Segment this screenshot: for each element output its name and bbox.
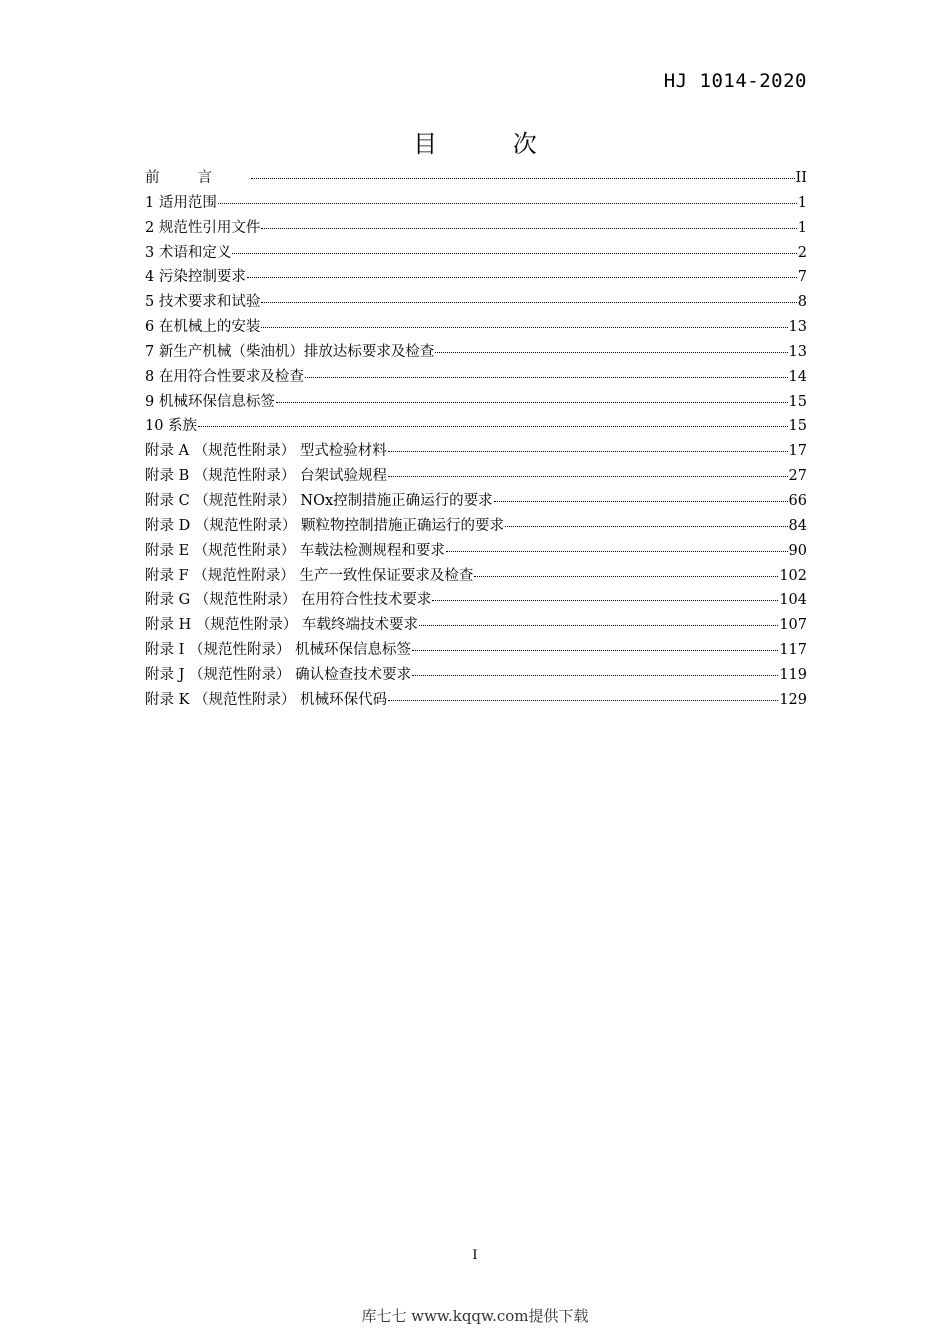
toc-entry-label: 附录 A （规范性附录） 型式检验材料: [145, 443, 387, 460]
toc-entry-page: 1: [797, 194, 807, 211]
toc-entry-page: 15: [788, 418, 807, 435]
toc-entry-appendix-k[interactable]: [145, 688, 807, 713]
toc-entry-page: 2: [797, 244, 807, 261]
toc-entry-page: 102: [779, 567, 807, 584]
toc-entry-appendix-g[interactable]: [145, 588, 807, 613]
toc-entry-appendix-j[interactable]: [145, 663, 807, 688]
table-of-contents: [145, 166, 807, 713]
toc-entry-label: 附录 E （规范性附录） 车载法检测规程和要求: [145, 542, 445, 559]
toc-entry-7[interactable]: [145, 340, 807, 365]
toc-dot-leader: [261, 228, 796, 229]
toc-dot-leader: [412, 650, 778, 651]
toc-entry-page: 15: [788, 393, 807, 410]
toc-entry-label: 6 在机械上的安装: [145, 319, 261, 336]
toc-dot-leader: [251, 178, 795, 179]
toc-entry-2[interactable]: [145, 216, 807, 241]
toc-entry-label: 附录 H （规范性附录） 车载终端技术要求: [145, 617, 418, 634]
page-number: I: [472, 1248, 478, 1263]
toc-entry-page: 119: [779, 666, 807, 683]
toc-entry-label: 附录 I （规范性附录） 机械环保信息标签: [145, 642, 412, 659]
toc-entry-label: 4 污染控制要求: [145, 269, 246, 286]
toc-entry-label: 前言: [145, 170, 250, 186]
toc-entry-page: 7: [797, 269, 807, 286]
toc-entry-page: 1: [797, 219, 807, 236]
toc-dot-leader: [232, 253, 796, 254]
toc-entry-page: 13: [788, 343, 807, 360]
toc-entry-label: 7 新生产机械（柴油机）排放达标要求及检查: [145, 343, 435, 360]
toc-entry-appendix-h[interactable]: [145, 613, 807, 638]
toc-entry-foreword[interactable]: [145, 166, 807, 191]
toc-dot-leader: [412, 675, 778, 676]
toc-entry-label: 9 机械环保信息标签: [145, 393, 275, 410]
toc-dot-leader: [388, 451, 788, 452]
toc-entry-label: 10 系族: [145, 418, 198, 435]
toc-entry-page: 13: [788, 319, 807, 336]
toc-entry-label: 1 适用范围: [145, 194, 217, 211]
toc-dot-leader: [305, 377, 788, 378]
toc-entry-3[interactable]: [145, 241, 807, 266]
toc-entry-label: 5 技术要求和试验: [145, 294, 261, 311]
toc-entry-label: 附录 F （规范性附录） 生产一致性保证要求及检查: [145, 567, 474, 584]
toc-entry-page: 17: [788, 443, 807, 460]
toc-entry-label: 附录 C （规范性附录） NOx控制措施正确运行的要求: [145, 492, 493, 509]
toc-entry-page: 14: [788, 368, 807, 385]
toc-entry-appendix-i[interactable]: [145, 638, 807, 663]
toc-entry-page: 8: [797, 294, 807, 311]
toc-entry-appendix-c[interactable]: [145, 489, 807, 514]
toc-entry-4[interactable]: [145, 265, 807, 290]
toc-entry-8[interactable]: [145, 365, 807, 390]
toc-entry-9[interactable]: [145, 390, 807, 415]
toc-dot-leader: [218, 203, 797, 204]
toc-entry-label: 附录 B （规范性附录） 台架试验规程: [145, 468, 387, 485]
toc-entry-label: 3 术语和定义: [145, 244, 232, 261]
toc-entry-appendix-f[interactable]: [145, 564, 807, 589]
toc-entry-appendix-d[interactable]: [145, 514, 807, 539]
toc-entry-5[interactable]: [145, 290, 807, 315]
toc-dot-leader: [261, 302, 796, 303]
toc-entry-page: 107: [779, 617, 807, 634]
toc-entry-page: 104: [779, 592, 807, 609]
toc-entry-page: 66: [788, 492, 807, 509]
toc-dot-leader: [419, 625, 778, 626]
toc-dot-leader: [276, 402, 788, 403]
toc-dot-leader: [388, 476, 788, 477]
toc-entry-page: 90: [788, 542, 807, 559]
toc-entry-page: 129: [779, 691, 807, 708]
toc-entry-10[interactable]: [145, 414, 807, 439]
toc-dot-leader: [198, 426, 787, 427]
document-code: HJ 1014-2020: [663, 70, 807, 92]
toc-dot-leader: [446, 551, 788, 552]
toc-entry-appendix-a[interactable]: [145, 439, 807, 464]
toc-entry-label: 附录 D （规范性附录） 颗粒物控制措施正确运行的要求: [145, 517, 504, 534]
toc-dot-leader: [247, 277, 797, 278]
toc-entry-label: 2 规范性引用文件: [145, 219, 261, 236]
toc-dot-leader: [494, 501, 788, 502]
toc-dot-leader: [474, 576, 778, 577]
toc-dot-leader: [432, 600, 778, 601]
toc-entry-page: II: [795, 170, 807, 186]
toc-entry-page: 117: [779, 642, 807, 659]
toc-entry-page: 84: [788, 517, 807, 534]
toc-entry-6[interactable]: [145, 315, 807, 340]
toc-title: 目 次: [413, 130, 571, 158]
download-watermark: 库七七 www.kqqw.com提供下载: [361, 1307, 589, 1325]
toc-entry-1[interactable]: [145, 191, 807, 216]
toc-entry-appendix-e[interactable]: [145, 539, 807, 564]
toc-entry-label: 附录 J （规范性附录） 确认检查技术要求: [145, 666, 412, 683]
toc-dot-leader: [505, 526, 788, 527]
toc-dot-leader: [261, 327, 787, 328]
toc-dot-leader: [435, 352, 787, 353]
toc-entry-label: 附录 K （规范性附录） 机械环保代码: [145, 691, 388, 708]
toc-entry-label: 8 在用符合性要求及检查: [145, 368, 304, 385]
toc-entry-appendix-b[interactable]: [145, 464, 807, 489]
toc-dot-leader: [388, 700, 778, 701]
toc-entry-label: 附录 G （规范性附录） 在用符合性技术要求: [145, 592, 432, 609]
toc-entry-page: 27: [788, 468, 807, 485]
